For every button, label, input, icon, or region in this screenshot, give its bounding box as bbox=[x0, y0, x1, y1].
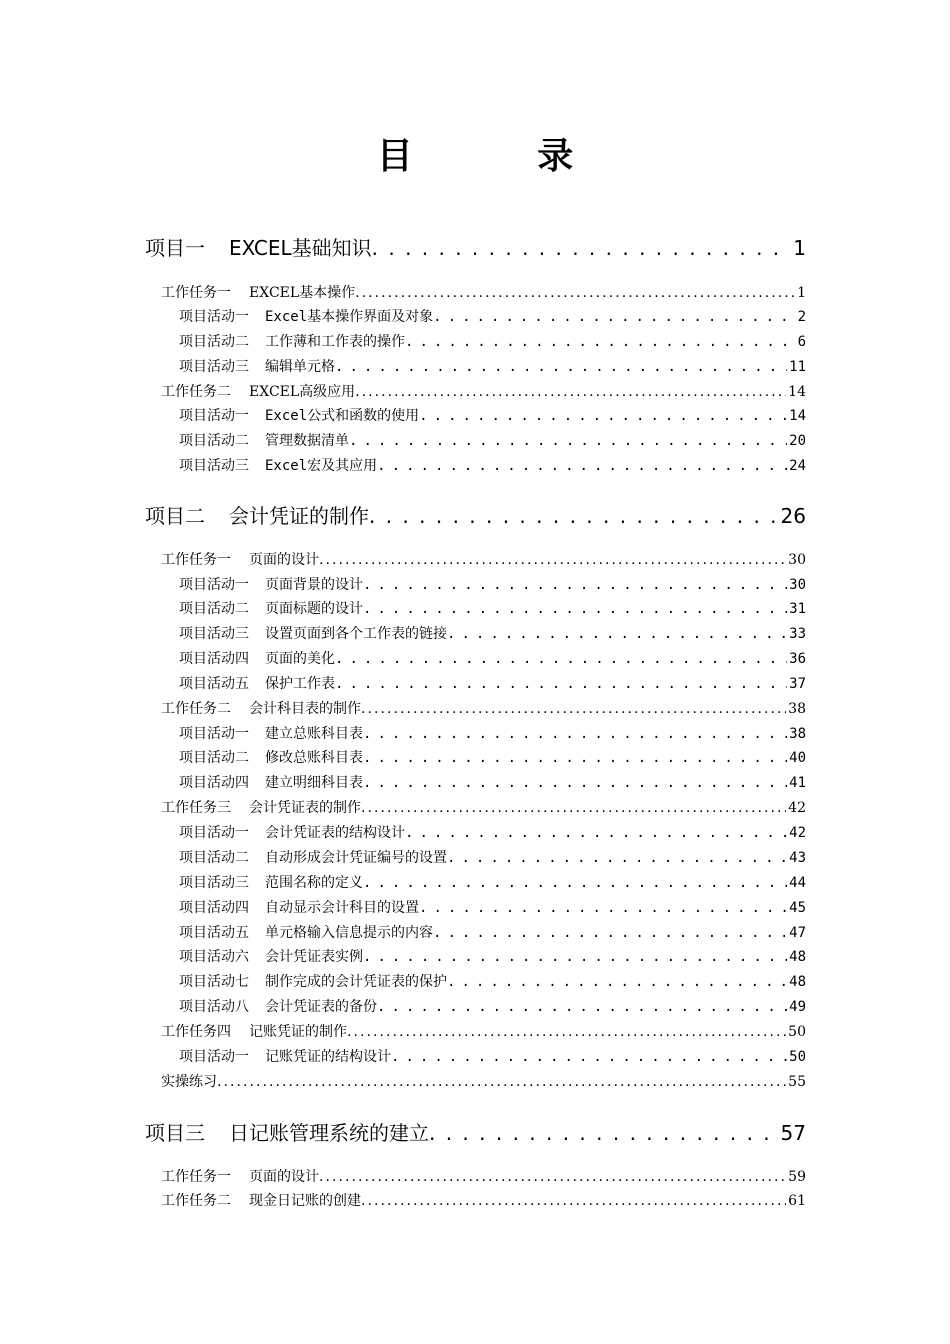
toc-activity[interactable] bbox=[179, 356, 806, 376]
toc-dot-leader bbox=[433, 925, 787, 941]
toc-entry-number: 项目活动八 bbox=[179, 999, 249, 1015]
toc-entry-label bbox=[179, 430, 349, 450]
toc-entry-number: 项目活动三 bbox=[179, 359, 249, 375]
toc-task[interactable] bbox=[161, 549, 806, 569]
toc-entry-number: 项目活动四 bbox=[179, 775, 249, 791]
toc-entry-number: 项目活动四 bbox=[179, 651, 249, 667]
toc-dot-leader bbox=[361, 701, 786, 717]
toc-dot-leader bbox=[335, 359, 787, 375]
toc-page-number: 59 bbox=[788, 1169, 806, 1185]
toc-entry-title: 会计凭证的制作 bbox=[229, 504, 369, 528]
toc-dot-leader bbox=[319, 1169, 786, 1185]
toc-entry-number: 项目活动一 bbox=[179, 408, 249, 424]
toc-entry-title: 会计凭证表的备份 bbox=[265, 999, 377, 1015]
toc-dot-leader bbox=[447, 850, 787, 866]
toc-activity[interactable] bbox=[179, 648, 806, 668]
toc-entry-label bbox=[179, 772, 363, 792]
toc-page-number: 38 bbox=[788, 701, 806, 717]
toc-entry-label bbox=[161, 698, 361, 718]
toc-entry-number: 项目活动一 bbox=[179, 577, 249, 593]
toc-entry-title: EXCEL基础知识 bbox=[229, 236, 372, 260]
toc-entry-title: 会计凭证表实例 bbox=[265, 949, 363, 965]
toc-page-number: 26 bbox=[780, 504, 806, 528]
toc-entry-number: 项目活动四 bbox=[179, 900, 249, 916]
toc-activity[interactable] bbox=[179, 872, 806, 892]
toc-page-number: 20 bbox=[789, 433, 806, 449]
toc-dot-leader bbox=[363, 949, 787, 965]
toc-entry-label bbox=[179, 623, 447, 643]
toc-dot-leader bbox=[217, 1074, 786, 1090]
toc-entry-title: 日记账管理系统的建立 bbox=[229, 1121, 429, 1145]
toc-page-number: 55 bbox=[788, 1074, 806, 1090]
toc-task[interactable] bbox=[161, 381, 806, 401]
toc-page-number: 50 bbox=[789, 1049, 806, 1065]
toc-entry-number: 项目活动二 bbox=[179, 750, 249, 766]
toc-entry-number: 项目活动二 bbox=[179, 850, 249, 866]
toc-task[interactable] bbox=[161, 1071, 806, 1091]
toc-entry-label bbox=[179, 747, 363, 767]
toc-entry-label bbox=[179, 996, 377, 1016]
toc-entry-title: 编辑单元格 bbox=[265, 359, 335, 375]
toc-dot-leader bbox=[335, 651, 787, 667]
toc-dot-leader bbox=[363, 875, 787, 891]
toc-page-number: 30 bbox=[788, 552, 806, 568]
toc-entry-title: 现金日记账的创建 bbox=[249, 1193, 361, 1209]
toc-page-number: 33 bbox=[789, 626, 806, 642]
toc-entry-number: 工作任务二 bbox=[161, 1193, 231, 1209]
toc-page-number: 24 bbox=[789, 458, 806, 474]
toc-task[interactable] bbox=[161, 797, 806, 817]
toc-activity[interactable] bbox=[179, 723, 806, 743]
toc-entry-title: 页面的美化 bbox=[265, 651, 335, 667]
toc-entry-label bbox=[145, 500, 369, 529]
toc-page-number: 2 bbox=[797, 309, 806, 325]
toc-task[interactable] bbox=[161, 1190, 806, 1210]
toc-entry-title: 保护工作表 bbox=[265, 676, 335, 692]
toc-entry-number: 工作任务二 bbox=[161, 384, 231, 400]
toc-entry-number: 项目活动一 bbox=[179, 825, 249, 841]
toc-dot-leader bbox=[405, 334, 796, 350]
toc-entry-number: 项目活动二 bbox=[179, 601, 249, 617]
toc-dot-leader bbox=[361, 1193, 786, 1209]
toc-chapter[interactable] bbox=[145, 500, 806, 529]
toc-page-number: 11 bbox=[789, 359, 806, 375]
toc-dot-leader bbox=[363, 775, 787, 791]
toc-entry-title: EXCEL高级应用 bbox=[249, 384, 356, 400]
toc-page-number: 40 bbox=[789, 750, 806, 766]
toc-dot-leader bbox=[372, 236, 792, 260]
toc-entry-label bbox=[179, 331, 405, 351]
toc-entry-title: Excel宏及其应用 bbox=[265, 458, 378, 474]
toc-entry-title: 建立明细科目表 bbox=[265, 775, 363, 791]
toc-activity[interactable] bbox=[179, 747, 806, 767]
toc-page-number: 44 bbox=[789, 875, 806, 891]
toc-dot-leader bbox=[363, 726, 787, 742]
toc-entry-title: 页面的设计 bbox=[249, 1169, 319, 1185]
toc-dot-leader bbox=[429, 1121, 779, 1145]
toc-entry-number: 项目活动一 bbox=[179, 309, 249, 325]
toc-entry-number: 项目一 bbox=[145, 236, 205, 260]
toc-entry-title: 单元格输入信息提示的内容 bbox=[265, 925, 433, 941]
toc-entry-number: 项目活动六 bbox=[179, 949, 249, 965]
toc-entry-number: 工作任务一 bbox=[161, 285, 231, 301]
toc-activity[interactable] bbox=[179, 455, 806, 475]
toc-entry-title: 记账凭证的制作 bbox=[249, 1024, 347, 1040]
toc-page-number: 47 bbox=[789, 925, 806, 941]
toc-entry-label bbox=[161, 1071, 217, 1091]
toc-page-number: 42 bbox=[788, 800, 806, 816]
toc-entry-title: EXCEL基本操作 bbox=[249, 285, 356, 301]
toc-entry-title: 自动形成会计凭证编号的设置 bbox=[265, 850, 447, 866]
toc-dot-leader bbox=[361, 800, 786, 816]
toc-chapter[interactable] bbox=[145, 232, 806, 261]
toc-entry-title: 页面背景的设计 bbox=[265, 577, 363, 593]
toc-entry-number: 项目活动三 bbox=[179, 626, 249, 642]
toc-entry-label bbox=[145, 1117, 429, 1146]
toc-entry-label bbox=[161, 381, 355, 401]
toc-dot-leader bbox=[419, 900, 787, 916]
toc-page-number: 50 bbox=[788, 1024, 806, 1040]
toc-activity[interactable] bbox=[179, 922, 806, 942]
toc-dot-leader bbox=[447, 626, 787, 642]
toc-dot-leader bbox=[363, 750, 787, 766]
toc-activity[interactable] bbox=[179, 430, 806, 450]
toc-page-number: 6 bbox=[797, 334, 806, 350]
toc-entry-number: 项目活动三 bbox=[179, 458, 249, 474]
toc-entry-title: Excel公式和函数的使用 bbox=[265, 408, 420, 424]
toc-activity[interactable] bbox=[179, 772, 806, 792]
toc-entry-label bbox=[179, 405, 419, 425]
toc-task[interactable] bbox=[161, 698, 806, 718]
toc-entry-label bbox=[179, 971, 447, 991]
toc-entry-label bbox=[179, 306, 433, 326]
toc-entry-label bbox=[179, 946, 363, 966]
toc-entry-label bbox=[179, 897, 419, 917]
toc-entry-label bbox=[161, 549, 319, 569]
toc-entry-number: 项目活动一 bbox=[179, 726, 249, 742]
toc-page-number: 38 bbox=[789, 726, 806, 742]
toc-entry-number: 项目活动五 bbox=[179, 676, 249, 692]
toc-dot-leader bbox=[355, 285, 795, 301]
toc-entry-label bbox=[179, 598, 363, 618]
toc-page-number: 42 bbox=[789, 825, 806, 841]
toc-dot-leader bbox=[355, 384, 786, 400]
toc-entry-number: 项目活动二 bbox=[179, 334, 249, 350]
toc-entry-title: 会计凭证表的结构设计 bbox=[265, 825, 405, 841]
toc-dot-leader bbox=[377, 458, 787, 474]
toc-page-number: 36 bbox=[789, 651, 806, 667]
toc-entry-title: 记账凭证的结构设计 bbox=[265, 1049, 391, 1065]
toc-dot-leader bbox=[319, 552, 786, 568]
toc-page-number: 45 bbox=[789, 900, 806, 916]
toc-page-number: 37 bbox=[789, 676, 806, 692]
toc-entry-number: 项目活动一 bbox=[179, 1049, 249, 1065]
toc-entry-number: 工作任务三 bbox=[161, 800, 231, 816]
toc-dot-leader bbox=[377, 999, 787, 1015]
toc-entry-number: 项目活动三 bbox=[179, 875, 249, 891]
toc-entry-label bbox=[161, 797, 361, 817]
toc-dot-leader bbox=[447, 974, 787, 990]
toc-entry-label bbox=[161, 282, 355, 302]
toc-entry-label bbox=[179, 455, 377, 475]
toc-entry-label bbox=[179, 872, 363, 892]
toc-activity[interactable] bbox=[179, 673, 806, 693]
toc-entry-title: 会计凭证表的制作 bbox=[249, 800, 361, 816]
toc-dot-leader bbox=[433, 309, 795, 325]
toc-entry-label bbox=[179, 723, 363, 743]
toc-activity[interactable] bbox=[179, 971, 806, 991]
toc-activity[interactable] bbox=[179, 1046, 806, 1066]
toc-entry-number: 工作任务一 bbox=[161, 552, 231, 568]
toc-entry-title: 管理数据清单 bbox=[265, 433, 349, 449]
toc-dot-leader bbox=[363, 601, 787, 617]
toc-entry-label bbox=[179, 574, 363, 594]
toc-page-number: 31 bbox=[789, 601, 806, 617]
toc-entry-title: 范围名称的定义 bbox=[265, 875, 363, 891]
toc-entry-label bbox=[179, 1046, 391, 1066]
toc-page-number: 41 bbox=[789, 775, 806, 791]
toc-entry-label bbox=[179, 847, 447, 867]
toc-entry-title: Excel基本操作界面及对象 bbox=[265, 309, 434, 325]
toc-entry-number: 工作任务四 bbox=[161, 1024, 231, 1040]
toc-entry-label bbox=[179, 673, 335, 693]
toc-activity[interactable] bbox=[179, 574, 806, 594]
toc-activity[interactable] bbox=[179, 598, 806, 618]
toc-page-number: 48 bbox=[789, 974, 806, 990]
toc-activity[interactable] bbox=[179, 996, 806, 1016]
toc-page-number: 14 bbox=[788, 384, 806, 400]
toc-page-number: 14 bbox=[789, 408, 806, 424]
toc-page-number: 30 bbox=[789, 577, 806, 593]
toc-page-number: 61 bbox=[788, 1193, 806, 1209]
toc-entry-label bbox=[179, 356, 335, 376]
toc-entry-number: 项目活动五 bbox=[179, 925, 249, 941]
toc-chapter[interactable] bbox=[145, 1117, 806, 1146]
toc-entry-title: 页面的设计 bbox=[249, 552, 319, 568]
toc-entry-title: 页面标题的设计 bbox=[265, 601, 363, 617]
toc-dot-leader bbox=[349, 433, 787, 449]
toc-entry-label bbox=[179, 922, 433, 942]
toc-entry-title: 工作薄和工作表的操作 bbox=[265, 334, 405, 350]
toc-page-number: 43 bbox=[789, 850, 806, 866]
toc-entry-title: 会计科目表的制作 bbox=[249, 701, 361, 717]
toc-entry-title: 自动显示会计科目的设置 bbox=[265, 900, 419, 916]
toc-entry-number: 工作任务一 bbox=[161, 1169, 231, 1185]
toc-entry-number: 项目活动二 bbox=[179, 433, 249, 449]
toc-entry-label bbox=[179, 648, 335, 668]
page-title: 目 录 bbox=[376, 136, 630, 177]
toc-dot-leader bbox=[369, 504, 779, 528]
toc-entry-number: 项目三 bbox=[145, 1121, 205, 1145]
toc-entry-title: 设置页面到各个工作表的链接 bbox=[265, 626, 447, 642]
toc-dot-leader bbox=[391, 1049, 787, 1065]
toc-entry-title: 修改总账科目表 bbox=[265, 750, 363, 766]
toc-dot-leader bbox=[363, 577, 787, 593]
toc-entry-label bbox=[161, 1021, 347, 1041]
toc-entry-title: 制作完成的会计凭证表的保护 bbox=[265, 974, 447, 990]
toc-entry-number: 工作任务二 bbox=[161, 701, 231, 717]
toc-page-number: 1 bbox=[793, 236, 806, 260]
toc-activity[interactable] bbox=[179, 897, 806, 917]
toc-entry-label bbox=[161, 1190, 361, 1210]
toc-dot-leader bbox=[405, 825, 787, 841]
toc-entry-number: 项目活动七 bbox=[179, 974, 249, 990]
toc-entry-label bbox=[179, 822, 405, 842]
toc-activity[interactable] bbox=[179, 306, 806, 326]
toc-activity[interactable] bbox=[179, 822, 806, 842]
toc-task[interactable] bbox=[161, 1021, 806, 1041]
toc-page-number: 48 bbox=[789, 949, 806, 965]
toc-page-number: 1 bbox=[797, 285, 806, 301]
toc-task[interactable] bbox=[161, 1166, 806, 1186]
toc-activity[interactable] bbox=[179, 331, 806, 351]
toc-activity[interactable] bbox=[179, 847, 806, 867]
toc-page-number: 57 bbox=[780, 1121, 806, 1145]
toc-activity[interactable] bbox=[179, 405, 806, 425]
toc-entry-label bbox=[161, 1166, 319, 1186]
toc-entry-title: 建立总账科目表 bbox=[265, 726, 363, 742]
toc-entry-number: 项目二 bbox=[145, 504, 205, 528]
toc-entry-title: 实操练习 bbox=[161, 1074, 217, 1090]
toc-entry-label bbox=[145, 232, 372, 261]
toc-activity[interactable] bbox=[179, 946, 806, 966]
toc-activity[interactable] bbox=[179, 623, 806, 643]
toc-page-number: 49 bbox=[789, 999, 806, 1015]
toc-dot-leader bbox=[419, 408, 787, 424]
toc-dot-leader bbox=[347, 1024, 786, 1040]
toc-dot-leader bbox=[335, 676, 787, 692]
toc-task[interactable] bbox=[161, 282, 806, 302]
